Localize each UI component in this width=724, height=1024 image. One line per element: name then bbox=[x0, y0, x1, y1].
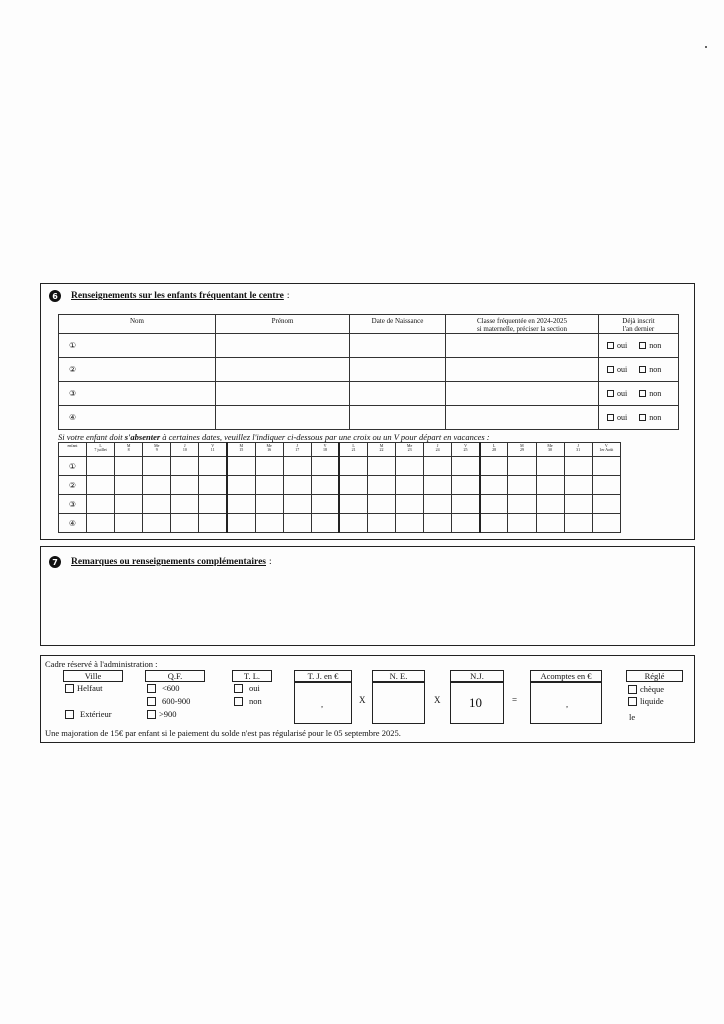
liquide-checkbox[interactable] bbox=[628, 697, 637, 706]
children-table-header bbox=[59, 315, 679, 334]
ne-field[interactable] bbox=[372, 682, 425, 724]
col-date-naissance: Date de Naissance bbox=[350, 315, 446, 334]
absence-cell[interactable] bbox=[283, 495, 311, 514]
absence-cell[interactable] bbox=[367, 495, 395, 514]
child-number-cell: ④ bbox=[59, 514, 87, 533]
absence-cell[interactable] bbox=[255, 495, 283, 514]
section7-title: Remarques ou renseignements complémentaires bbox=[71, 557, 266, 567]
absence-cell[interactable] bbox=[508, 495, 536, 514]
date-column-header: M 22 bbox=[367, 443, 395, 457]
absence-cell[interactable] bbox=[508, 514, 536, 533]
date-column-header: J 24 bbox=[424, 443, 452, 457]
admin-box: Cadre réservé à l'administration : Ville Helfaut Extérieur Q.F. <600 600-900 >900 T. L. oui non T. J. en € , X N. E. X N.J. 10 = Acomptes en € , Réglé chèque liquide le Une majoration de 15€ par enfant si le paiement du solde n'est pas régularisé pour le 05 septembre 2025. bbox=[40, 655, 695, 743]
absence-cell[interactable] bbox=[283, 476, 311, 495]
absence-cell[interactable] bbox=[199, 457, 227, 476]
child-naissance-field[interactable] bbox=[350, 334, 446, 358]
absence-cell[interactable] bbox=[508, 476, 536, 495]
child-classe-field[interactable] bbox=[446, 382, 599, 406]
absence-cell[interactable] bbox=[227, 514, 255, 533]
absence-cell[interactable] bbox=[424, 476, 452, 495]
non-checkbox[interactable] bbox=[639, 342, 646, 349]
scan-speck bbox=[705, 46, 707, 48]
absence-cell[interactable] bbox=[396, 495, 424, 514]
col-prenom: Prénom bbox=[216, 315, 350, 334]
table-row bbox=[59, 495, 621, 514]
section-number-badge: 7 bbox=[49, 556, 61, 568]
absence-cell[interactable] bbox=[564, 495, 592, 514]
date-column-header: V 18 bbox=[311, 443, 339, 457]
non-checkbox[interactable] bbox=[639, 366, 646, 373]
absence-cell[interactable] bbox=[171, 457, 199, 476]
table-row bbox=[59, 457, 621, 476]
child-nom-field[interactable]: ① bbox=[59, 334, 216, 358]
child-naissance-field[interactable] bbox=[350, 382, 446, 406]
child-nom-field[interactable]: ③ bbox=[59, 382, 216, 406]
absence-cell[interactable] bbox=[396, 514, 424, 533]
absence-cell[interactable] bbox=[396, 476, 424, 495]
regle-header: Réglé bbox=[626, 670, 683, 682]
date-column-header: J 17 bbox=[283, 443, 311, 457]
absence-cell[interactable] bbox=[536, 514, 564, 533]
absence-cell[interactable] bbox=[367, 457, 395, 476]
child-prenom-field[interactable] bbox=[216, 334, 350, 358]
absence-cell[interactable] bbox=[143, 495, 171, 514]
absence-cell[interactable] bbox=[115, 495, 143, 514]
child-prenom-field[interactable] bbox=[216, 358, 350, 382]
absence-cell[interactable] bbox=[255, 476, 283, 495]
absence-cell[interactable] bbox=[564, 476, 592, 495]
child-nom-field[interactable]: ② bbox=[59, 358, 216, 382]
absence-cell[interactable] bbox=[480, 476, 508, 495]
section-children-info bbox=[40, 283, 695, 540]
absence-cell[interactable] bbox=[87, 495, 115, 514]
absence-cell[interactable] bbox=[311, 495, 339, 514]
absence-cell[interactable] bbox=[564, 514, 592, 533]
absence-cell[interactable] bbox=[424, 514, 452, 533]
date-column-header: M 8 bbox=[115, 443, 143, 457]
child-classe-field[interactable] bbox=[446, 406, 599, 430]
table-row: ① oui non bbox=[59, 334, 679, 358]
date-column-header: Me 23 bbox=[396, 443, 424, 457]
dates-corner: enfant bbox=[59, 443, 87, 457]
absence-cell[interactable] bbox=[339, 514, 367, 533]
child-number-cell: ③ bbox=[59, 495, 87, 514]
child-classe-field[interactable] bbox=[446, 358, 599, 382]
absence-cell[interactable] bbox=[564, 457, 592, 476]
qf-600-checkbox[interactable] bbox=[147, 684, 156, 693]
helfaut-checkbox[interactable] bbox=[65, 684, 74, 693]
absence-cell[interactable] bbox=[115, 476, 143, 495]
col-classe: Classe fréquentée en 2024-2025 si maternelle, préciser la section bbox=[446, 315, 599, 334]
absence-cell[interactable] bbox=[143, 457, 171, 476]
child-naissance-field[interactable] bbox=[350, 406, 446, 430]
absence-cell[interactable] bbox=[115, 457, 143, 476]
table-row bbox=[59, 476, 621, 495]
date-column-header: Me 16 bbox=[255, 443, 283, 457]
qf-900-checkbox[interactable] bbox=[147, 710, 156, 719]
date-column-header: M 29 bbox=[508, 443, 536, 457]
absence-cell[interactable] bbox=[452, 457, 480, 476]
absence-cell[interactable] bbox=[339, 495, 367, 514]
absence-cell[interactable] bbox=[311, 457, 339, 476]
absence-cell[interactable] bbox=[143, 514, 171, 533]
date-column-header: J 31 bbox=[564, 443, 592, 457]
absence-cell[interactable] bbox=[311, 514, 339, 533]
absence-cell[interactable] bbox=[536, 495, 564, 514]
cheque-checkbox[interactable] bbox=[628, 685, 637, 694]
penalty-notice: Une majoration de 15€ par enfant si le paiement du solde n'est pas régularisé pour le 05 septembre 2025. bbox=[45, 728, 401, 738]
ville-header: Ville bbox=[63, 670, 123, 682]
absence-cell[interactable] bbox=[199, 495, 227, 514]
date-column-header: Me 30 bbox=[536, 443, 564, 457]
tj-field[interactable]: , bbox=[294, 682, 352, 724]
absence-instructions: Si votre enfant doit s'absenter à certaines dates, veuillez l'indiquer ci-dessous par une croix ou un V pour départ en vacances : bbox=[58, 432, 490, 442]
absence-cell[interactable] bbox=[171, 495, 199, 514]
absence-cell[interactable] bbox=[592, 514, 620, 533]
absence-cell[interactable] bbox=[199, 476, 227, 495]
col-nom: Nom bbox=[59, 315, 216, 334]
date-column-header: V 1er Août bbox=[592, 443, 620, 457]
absence-cell[interactable] bbox=[171, 514, 199, 533]
col-deja-inscrit: Déjà inscrit l'an dernier bbox=[599, 315, 679, 334]
non-checkbox[interactable] bbox=[639, 414, 646, 421]
absence-cell[interactable] bbox=[480, 457, 508, 476]
section6-title: Renseignements sur les enfants fréquentant le centre bbox=[71, 291, 284, 301]
oui-checkbox[interactable] bbox=[607, 414, 614, 421]
absence-cell[interactable] bbox=[508, 457, 536, 476]
date-column-header: L 7 juillet bbox=[87, 443, 115, 457]
absence-cell[interactable] bbox=[255, 457, 283, 476]
child-naissance-field[interactable] bbox=[350, 358, 446, 382]
absence-cell[interactable] bbox=[227, 457, 255, 476]
absence-cell[interactable] bbox=[339, 476, 367, 495]
exterieur-checkbox[interactable] bbox=[65, 710, 74, 719]
absence-cell[interactable] bbox=[283, 514, 311, 533]
multiply-sign: X bbox=[434, 695, 441, 705]
absence-dates-table bbox=[58, 442, 621, 533]
absence-cell[interactable] bbox=[536, 457, 564, 476]
qf-header: Q.F. bbox=[145, 670, 205, 682]
non-checkbox[interactable] bbox=[639, 390, 646, 397]
nj-header: N.J. bbox=[450, 670, 504, 682]
absence-cell[interactable] bbox=[283, 457, 311, 476]
absence-cell[interactable] bbox=[87, 514, 115, 533]
oui-checkbox[interactable] bbox=[607, 342, 614, 349]
multiply-sign: X bbox=[359, 695, 366, 705]
child-number-cell: ② bbox=[59, 476, 87, 495]
absence-cell[interactable] bbox=[367, 476, 395, 495]
child-number-cell: ① bbox=[59, 457, 87, 476]
absence-cell[interactable] bbox=[424, 457, 452, 476]
child-nom-field[interactable]: ④ bbox=[59, 406, 216, 430]
absence-cell[interactable] bbox=[396, 457, 424, 476]
absence-cell[interactable] bbox=[480, 495, 508, 514]
absence-cell[interactable] bbox=[255, 514, 283, 533]
absence-cell[interactable] bbox=[311, 476, 339, 495]
absence-cell[interactable] bbox=[592, 476, 620, 495]
date-column-header: V 11 bbox=[199, 443, 227, 457]
absence-cell[interactable] bbox=[592, 457, 620, 476]
date-column-header: M 15 bbox=[227, 443, 255, 457]
tl-header: T. L. bbox=[232, 670, 272, 682]
tl-oui-checkbox[interactable] bbox=[234, 684, 243, 693]
nj-field[interactable]: 10 bbox=[450, 682, 504, 724]
table-row bbox=[59, 514, 621, 533]
absence-cell[interactable] bbox=[480, 514, 508, 533]
acomptes-field[interactable]: , bbox=[530, 682, 602, 724]
absence-cell[interactable] bbox=[115, 514, 143, 533]
section7-heading: 7 Remarques ou renseignements complémentaires : bbox=[49, 556, 272, 568]
date-column-header: V 25 bbox=[452, 443, 480, 457]
absence-cell[interactable] bbox=[227, 495, 255, 514]
tl-non-checkbox[interactable] bbox=[234, 697, 243, 706]
children-table bbox=[58, 314, 679, 430]
absence-cell[interactable] bbox=[339, 457, 367, 476]
table-row: ② oui non bbox=[59, 358, 679, 382]
date-column-header: Me 9 bbox=[143, 443, 171, 457]
child-prenom-field[interactable] bbox=[216, 382, 350, 406]
date-column-header: J 10 bbox=[171, 443, 199, 457]
table-row: ③ oui non bbox=[59, 382, 679, 406]
acomptes-header: Acomptes en € bbox=[530, 670, 602, 682]
absence-cell[interactable] bbox=[452, 495, 480, 514]
ne-header: N. E. bbox=[372, 670, 425, 682]
date-column-header: L 28 bbox=[480, 443, 508, 457]
section-remarks[interactable] bbox=[40, 546, 695, 646]
section-number-badge: 6 bbox=[49, 290, 61, 302]
table-row: ④ oui non bbox=[59, 406, 679, 430]
absence-cell[interactable] bbox=[171, 476, 199, 495]
admin-title: Cadre réservé à l'administration : bbox=[45, 659, 158, 669]
dates-header bbox=[59, 443, 621, 457]
absence-cell[interactable] bbox=[199, 514, 227, 533]
child-prenom-field[interactable] bbox=[216, 406, 350, 430]
equals-sign: = bbox=[512, 695, 518, 705]
date-column-header: L 21 bbox=[339, 443, 367, 457]
oui-checkbox[interactable] bbox=[607, 390, 614, 397]
qf-600-900-checkbox[interactable] bbox=[147, 697, 156, 706]
absence-cell[interactable] bbox=[367, 514, 395, 533]
regle-date-label: le bbox=[629, 712, 636, 722]
absence-cell[interactable] bbox=[87, 476, 115, 495]
absence-cell[interactable] bbox=[143, 476, 171, 495]
child-classe-field[interactable] bbox=[446, 334, 599, 358]
absence-cell[interactable] bbox=[452, 514, 480, 533]
section6-heading: 6 Renseignements sur les enfants fréquentant le centre : bbox=[49, 290, 290, 302]
absence-cell[interactable] bbox=[424, 495, 452, 514]
absence-cell[interactable] bbox=[87, 457, 115, 476]
oui-checkbox[interactable] bbox=[607, 366, 614, 373]
absence-cell[interactable] bbox=[592, 495, 620, 514]
absence-cell[interactable] bbox=[452, 476, 480, 495]
absence-cell[interactable] bbox=[536, 476, 564, 495]
tj-header: T. J. en € bbox=[294, 670, 352, 682]
absence-cell[interactable] bbox=[227, 476, 255, 495]
